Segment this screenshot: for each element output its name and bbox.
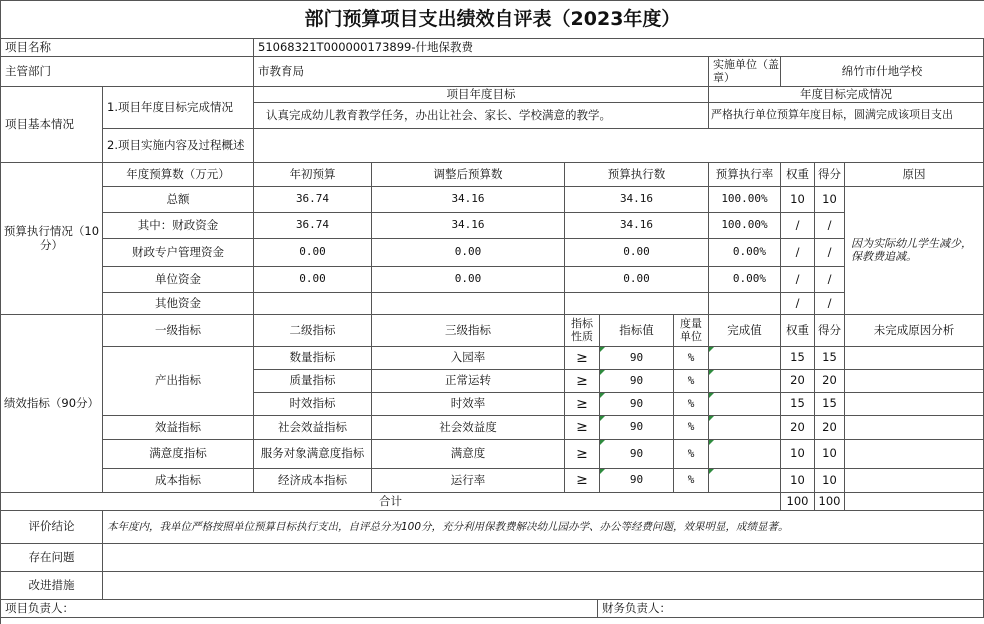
- ind-score: 10: [815, 440, 845, 469]
- ind-reason: [845, 440, 984, 469]
- ind-nature: ≥: [565, 347, 600, 370]
- budget-row-adjusted: 34.16: [372, 187, 565, 213]
- ind-nature: ≥: [565, 416, 600, 440]
- budget-header-score: 得分: [815, 163, 845, 187]
- ind-value: 90: [600, 370, 674, 393]
- ind-score: 15: [815, 393, 845, 416]
- ind-l2: 服务对象满意度指标: [254, 440, 372, 469]
- ind-weight: 15: [781, 393, 815, 416]
- budget-row-executed: 34.16: [565, 187, 709, 213]
- budget-row-rate: 100.00%: [709, 187, 781, 213]
- budget-row-rate: 0.00%: [709, 239, 781, 267]
- ind-unit: %: [674, 347, 709, 370]
- budget-header-rate: 预算执行率: [709, 163, 781, 187]
- ind-weight: 20: [781, 370, 815, 393]
- label-goal-done: 1.项目年度目标完成情况: [103, 87, 254, 129]
- total-score: 100: [815, 493, 845, 511]
- ind-unit: %: [674, 440, 709, 469]
- ind-header-l2: 二级指标: [254, 315, 372, 347]
- budget-row-name: 其他资金: [103, 293, 254, 315]
- budget-row-initial: 0.00: [254, 267, 372, 293]
- header-goal-status: 年度目标完成情况: [709, 87, 984, 103]
- ind-header-done: 完成值: [709, 315, 781, 347]
- ind-done: [709, 370, 781, 393]
- budget-header-reason: 原因: [845, 163, 984, 187]
- ind-level1: 满意度指标: [103, 440, 254, 469]
- ind-weight: 20: [781, 416, 815, 440]
- ind-nature: ≥: [565, 440, 600, 469]
- total-weight: 100: [781, 493, 815, 511]
- ind-weight: 10: [781, 469, 815, 493]
- annual-goal-text: 认真完成幼儿教育教学任务，办出让社会、家长、学校满意的教学。: [254, 103, 709, 129]
- label-finance: 财务负责人：: [598, 600, 984, 618]
- budget-row-initial: 0.00: [254, 239, 372, 267]
- label-impl-unit: 实施单位（盖章）: [709, 57, 781, 87]
- budget-row-initial: 36.74: [254, 187, 372, 213]
- ind-reason: [845, 416, 984, 440]
- ind-l3: 入园率: [372, 347, 565, 370]
- ind-unit: %: [674, 393, 709, 416]
- budget-row-weight: 10: [781, 187, 815, 213]
- ind-unit: %: [674, 370, 709, 393]
- label-conclusion: 评价结论: [1, 511, 103, 544]
- budget-row-executed: 34.16: [565, 213, 709, 239]
- ind-l3: 社会效益度: [372, 416, 565, 440]
- ind-l3: 时效率: [372, 393, 565, 416]
- budget-row-executed: 0.00: [565, 239, 709, 267]
- ind-reason: [845, 469, 984, 493]
- process-value: [254, 129, 984, 163]
- budget-reason: 因为实际幼儿学生减少，保教费追减。: [845, 187, 984, 315]
- label-budget-exec: 预算执行情况（10分）: [1, 163, 103, 315]
- sheet-title: 部门预算项目支出绩效自评表（2023年度）: [1, 1, 984, 39]
- ind-header-l3: 三级指标: [372, 315, 565, 347]
- ind-done: [709, 393, 781, 416]
- ind-score: 20: [815, 370, 845, 393]
- budget-header-name: 年度预算数（万元）: [103, 163, 254, 187]
- ind-l3: 满意度: [372, 440, 565, 469]
- budget-row-initial: 36.74: [254, 213, 372, 239]
- ind-level1: 成本指标: [103, 469, 254, 493]
- ind-value: 90: [600, 347, 674, 370]
- total-blank: [845, 493, 984, 511]
- budget-row-weight: /: [781, 267, 815, 293]
- ind-l3: 正常运转: [372, 370, 565, 393]
- header-annual-goal: 项目年度目标: [254, 87, 709, 103]
- budget-row-name: 总额: [103, 187, 254, 213]
- budget-header-adjusted: 调整后预算数: [372, 163, 565, 187]
- goal-status-text: 严格执行单位预算年度目标，圆满完成该项目支出: [709, 103, 984, 129]
- budget-row-adjusted: 34.16: [372, 213, 565, 239]
- budget-row-initial: [254, 293, 372, 315]
- ind-unit: %: [674, 416, 709, 440]
- ind-l3: 运行率: [372, 469, 565, 493]
- dept-value: 市教育局: [254, 57, 709, 87]
- budget-row-adjusted: 0.00: [372, 239, 565, 267]
- ind-l2: 时效指标: [254, 393, 372, 416]
- ind-reason: [845, 370, 984, 393]
- ind-value: 90: [600, 393, 674, 416]
- ind-reason: [845, 393, 984, 416]
- conclusion-text: 本年度内，我单位严格按照单位预算目标执行支出，自评总分为100分，充分利用保教费解决幼儿园办学、办公等经费问题，效果明显，成绩显著。: [103, 511, 984, 544]
- ind-reason: [845, 347, 984, 370]
- ind-header-l1: 一级指标: [103, 315, 254, 347]
- label-basic-info: 项目基本情况: [1, 87, 103, 163]
- budget-row-weight: /: [781, 213, 815, 239]
- budget-row-rate: 0.00%: [709, 267, 781, 293]
- total-label: 合计: [1, 493, 781, 511]
- ind-score: 15: [815, 347, 845, 370]
- budget-row-adjusted: [372, 293, 565, 315]
- impl-unit-value: 绵竹市什地学校: [781, 57, 984, 87]
- ind-done: [709, 440, 781, 469]
- ind-weight: 10: [781, 440, 815, 469]
- ind-header-reason: 未完成原因分析: [845, 315, 984, 347]
- ind-done: [709, 469, 781, 493]
- budget-row-name: 单位资金: [103, 267, 254, 293]
- ind-header-nature: 指标性质: [565, 315, 600, 347]
- ind-level1: 产出指标: [103, 347, 254, 416]
- project-name-value: 51068321T000000173899-什地保教费: [254, 39, 984, 57]
- budget-row-name: 其中：财政资金: [103, 213, 254, 239]
- budget-row-executed: [565, 293, 709, 315]
- budget-header-weight: 权重: [781, 163, 815, 187]
- budget-row-weight: /: [781, 239, 815, 267]
- budget-header-initial: 年初预算: [254, 163, 372, 187]
- budget-row-score: /: [815, 213, 845, 239]
- ind-value: 90: [600, 416, 674, 440]
- ind-l2: 经济成本指标: [254, 469, 372, 493]
- issues-value: [103, 544, 984, 572]
- budget-row-score: /: [815, 239, 845, 267]
- ind-l2: 数量指标: [254, 347, 372, 370]
- ind-l2: 社会效益指标: [254, 416, 372, 440]
- ind-score: 10: [815, 469, 845, 493]
- ind-value: 90: [600, 440, 674, 469]
- label-measures: 改进措施: [1, 572, 103, 600]
- ind-header-unit: 度量单位: [674, 315, 709, 347]
- ind-done: [709, 347, 781, 370]
- ind-weight: 15: [781, 347, 815, 370]
- ind-nature: ≥: [565, 469, 600, 493]
- label-issues: 存在问题: [1, 544, 103, 572]
- budget-row-name: 财政专户管理资金: [103, 239, 254, 267]
- budget-row-executed: 0.00: [565, 267, 709, 293]
- budget-row-score: 10: [815, 187, 845, 213]
- budget-row-weight: /: [781, 293, 815, 315]
- ind-value: 90: [600, 469, 674, 493]
- ind-unit: %: [674, 469, 709, 493]
- measures-value: [103, 572, 984, 600]
- label-dept: 主管部门: [1, 57, 254, 87]
- ind-l2: 质量指标: [254, 370, 372, 393]
- ind-score: 20: [815, 416, 845, 440]
- ind-done: [709, 416, 781, 440]
- label-process: 2.项目实施内容及过程概述: [103, 129, 254, 163]
- ind-header-score: 得分: [815, 315, 845, 347]
- ind-header-value: 指标值: [600, 315, 674, 347]
- label-project-name: 项目名称: [1, 39, 254, 57]
- ind-nature: ≥: [565, 370, 600, 393]
- budget-row-rate: 100.00%: [709, 213, 781, 239]
- budget-row-rate: [709, 293, 781, 315]
- budget-header-executed: 预算执行数: [565, 163, 709, 187]
- budget-row-score: /: [815, 267, 845, 293]
- label-performance: 绩效指标（90分）: [1, 315, 103, 493]
- budget-row-adjusted: 0.00: [372, 267, 565, 293]
- ind-header-weight: 权重: [781, 315, 815, 347]
- budget-row-score: /: [815, 293, 845, 315]
- ind-nature: ≥: [565, 393, 600, 416]
- label-owner: 项目负责人：: [1, 600, 598, 618]
- ind-level1: 效益指标: [103, 416, 254, 440]
